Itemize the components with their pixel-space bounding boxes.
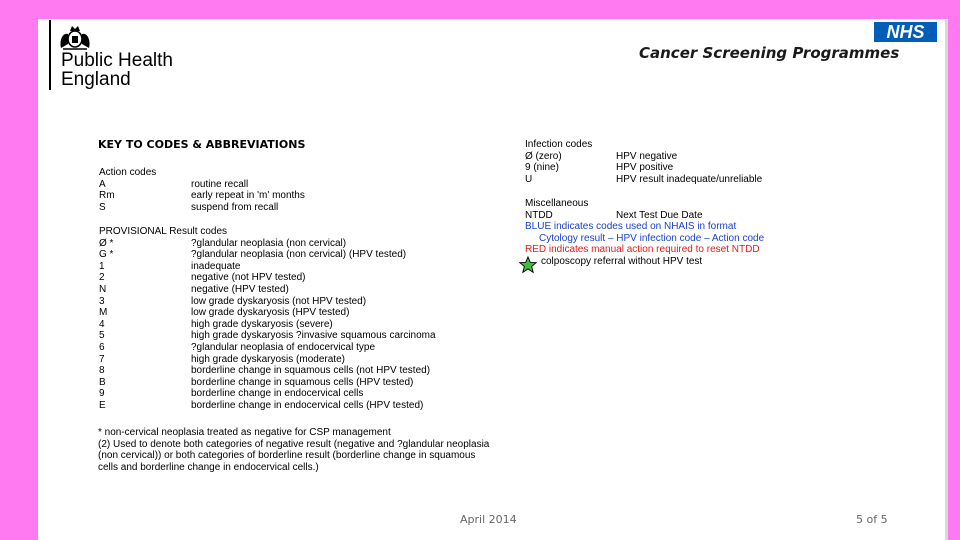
miscellaneous-section: [525, 198, 845, 268]
code-row: [99, 365, 519, 377]
code-description: early repeat in 'm' months: [191, 190, 305, 202]
nhs-logo: NHS: [874, 22, 937, 42]
code-row: [99, 354, 519, 366]
code-row: [99, 238, 519, 250]
code-label: U: [525, 173, 533, 185]
code-description: high grade dyskaryosis ?invasive squamous carcinoma: [191, 330, 436, 342]
org-line2: England: [61, 69, 131, 90]
page-title: KEY TO CODES & ABBREVIATIONS: [98, 138, 306, 151]
code-label: Ø *: [99, 237, 114, 249]
org-line1: Public Health: [61, 50, 173, 71]
org-name: [61, 51, 173, 89]
blue-note: BLUE indicates codes used on NHAIS in format: [525, 221, 737, 233]
code-description: Next Test Due Date: [616, 209, 703, 221]
code-row: [99, 179, 499, 191]
code-row: [99, 307, 519, 319]
code-row: [525, 210, 845, 222]
code-description: negative (HPV tested): [191, 283, 289, 295]
code-description: borderline change in squamous cells (not HPV tested): [191, 365, 431, 377]
code-label: 1: [99, 260, 105, 272]
code-row: [99, 202, 499, 214]
blue-format-note: Cytology result – HPV infection code – Action code: [539, 232, 765, 244]
code-description: ?glandular neoplasia of endocervical type: [191, 341, 376, 353]
code-label: 3: [99, 295, 105, 307]
code-label: N: [99, 283, 107, 295]
footnote-line1: * non-cervical neoplasia treated as negative for CSP management: [98, 427, 391, 438]
code-description: HPV result inadequate/unreliable: [616, 173, 763, 185]
footnote-line2: (2) Used to denote both categories of negative result (negative and ?glandular neoplasia (non cervical)) or both categories of borderline result (borderline change in squamous cells and borderline change in endocervical cells.): [98, 438, 490, 473]
code-label: A: [99, 178, 106, 190]
miscellaneous-heading: Miscellaneous: [525, 198, 589, 209]
code-description: ?glandular neoplasia (non cervical) (HPV tested): [191, 249, 407, 261]
logo-divider: [49, 20, 51, 90]
red-note: RED indicates manual action required to reset NTDD: [525, 244, 760, 256]
code-description: HPV negative: [616, 150, 678, 162]
code-description: suspend from recall: [191, 201, 279, 213]
code-row: [99, 296, 519, 308]
code-description: negative (not HPV tested): [191, 272, 306, 284]
result-codes-section: [99, 226, 519, 412]
code-row: [99, 400, 519, 412]
code-label: 2: [99, 272, 105, 284]
page-edge-shadow: [945, 19, 948, 540]
code-row: [99, 330, 519, 342]
page-number: 5 of 5: [856, 513, 888, 526]
code-row: [525, 162, 845, 174]
code-label: B: [99, 376, 106, 388]
code-description: high grade dyskaryosis (moderate): [191, 353, 345, 365]
code-label: Ø (zero): [525, 150, 562, 162]
code-row: [99, 249, 519, 261]
code-description: inadequate: [191, 260, 241, 272]
phe-logo: [49, 20, 219, 92]
code-label: 9: [99, 388, 105, 400]
code-row: [99, 190, 499, 202]
code-description: low grade dyskaryosis (HPV tested): [191, 307, 350, 319]
code-row: [99, 272, 519, 284]
code-label: 6: [99, 341, 105, 353]
infection-codes-section: [525, 139, 845, 185]
action-codes-heading: Action codes: [99, 167, 157, 178]
code-row: [99, 377, 519, 389]
code-description: borderline change in endocervical cells: [191, 388, 364, 400]
code-label: Rm: [99, 190, 115, 202]
code-label: M: [99, 307, 108, 319]
code-description: borderline change in endocervical cells (HPV tested): [191, 399, 424, 411]
code-row: [525, 174, 845, 186]
star-note: colposcopy referral without HPV test: [541, 255, 703, 267]
royal-coat-of-arms-icon: [57, 22, 93, 50]
footer-date: April 2014: [460, 513, 517, 526]
code-label: 5: [99, 330, 105, 342]
code-description: low grade dyskaryosis (not HPV tested): [191, 295, 367, 307]
code-label: G *: [99, 249, 114, 261]
code-label: 9 (nine): [525, 162, 559, 174]
code-row: [525, 151, 845, 163]
footnote: [98, 427, 498, 473]
result-codes-heading: PROVISIONAL Result codes: [99, 226, 228, 237]
green-star-icon: [519, 256, 537, 274]
code-row: [99, 342, 519, 354]
code-label: NTDD: [525, 209, 553, 221]
code-description: ?glandular neoplasia (non cervical): [191, 237, 347, 249]
code-description: HPV positive: [616, 162, 674, 174]
code-label: 8: [99, 365, 105, 377]
code-label: S: [99, 201, 106, 213]
infection-codes-heading: Infection codes: [525, 139, 593, 150]
code-description: high grade dyskaryosis (severe): [191, 318, 333, 330]
code-row: [99, 319, 519, 331]
action-codes-section: [99, 167, 499, 213]
code-description: borderline change in squamous cells (HPV tested): [191, 376, 414, 388]
code-row: [99, 261, 519, 273]
code-label: 7: [99, 353, 105, 365]
code-label: E: [99, 399, 106, 411]
code-description: routine recall: [191, 178, 249, 190]
code-row: [99, 388, 519, 400]
programme-title: Cancer Screening Programmes: [639, 44, 900, 62]
code-label: 4: [99, 318, 105, 330]
code-row: [99, 284, 519, 296]
